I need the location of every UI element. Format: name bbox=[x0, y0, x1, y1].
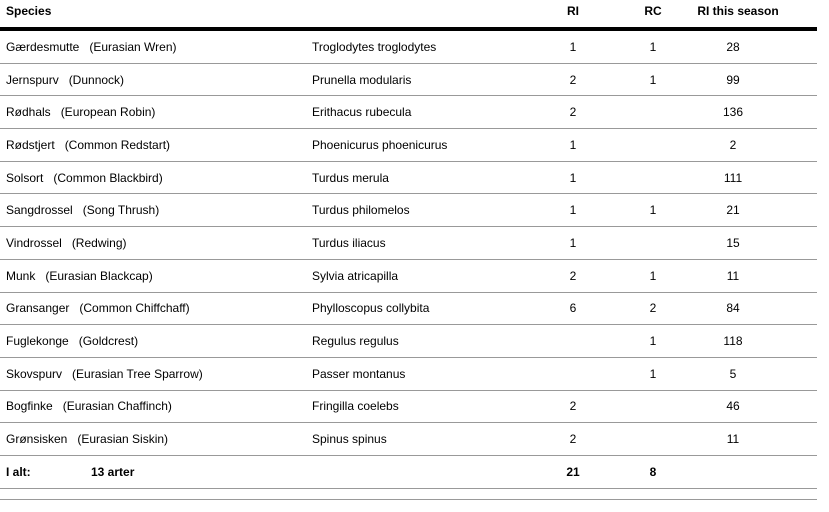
ri-value: 1 bbox=[569, 39, 577, 54]
ri-value: 2 bbox=[569, 105, 577, 120]
rc-value: 1 bbox=[649, 334, 657, 349]
species-latin-name: Fringilla coelebs bbox=[312, 399, 399, 414]
table-body bbox=[0, 31, 817, 456]
ri-season-value: 118 bbox=[723, 334, 743, 349]
species-name bbox=[6, 96, 155, 128]
rc-value bbox=[633, 129, 673, 161]
ri-season-value: 136 bbox=[722, 105, 744, 120]
species-name bbox=[6, 293, 190, 325]
ri-value: 2 bbox=[569, 432, 577, 447]
ri-season-value: 11 bbox=[726, 432, 740, 447]
bottom-divider bbox=[0, 499, 817, 500]
species-latin-name: Sylvia atricapilla bbox=[312, 268, 399, 283]
species-english-name: (Eurasian Chaffinch) bbox=[62, 399, 172, 414]
species-local-name: Bogfinke bbox=[6, 399, 53, 414]
table-row bbox=[0, 391, 817, 424]
species-latin-name: Passer montanus bbox=[312, 366, 406, 381]
totals-ri: 21 bbox=[566, 464, 580, 479]
species-english-name: (Song Thrush) bbox=[82, 203, 160, 218]
ri-season-value: 46 bbox=[726, 399, 740, 414]
table-header bbox=[0, 0, 817, 31]
species-name bbox=[6, 129, 170, 161]
species-english-name: (Eurasian Blackcap) bbox=[45, 268, 153, 283]
table-row bbox=[0, 358, 817, 391]
header-species: Species bbox=[6, 4, 52, 18]
species-name bbox=[6, 194, 159, 226]
table-row bbox=[0, 227, 817, 260]
species-local-name: Grønsisken bbox=[6, 432, 68, 447]
header-ri-season: RI this season bbox=[697, 4, 779, 18]
header-rc: RC bbox=[644, 4, 662, 18]
species-english-name: (Common Chiffchaff) bbox=[79, 301, 190, 316]
rc-value bbox=[633, 423, 673, 455]
table-row bbox=[0, 194, 817, 227]
ri-value: 1 bbox=[569, 137, 577, 152]
rc-value bbox=[633, 96, 673, 128]
species-latin-name: Turdus iliacus bbox=[312, 235, 386, 250]
species-english-name: (Eurasian Tree Sparrow) bbox=[72, 366, 203, 381]
table-row bbox=[0, 162, 817, 195]
rc-value: 2 bbox=[649, 301, 657, 316]
rc-value bbox=[633, 162, 673, 194]
ri-season-value: 11 bbox=[726, 268, 740, 283]
ri-season-value: 28 bbox=[726, 39, 740, 54]
rc-value: 1 bbox=[649, 366, 657, 381]
species-english-name: (Eurasian Siskin) bbox=[77, 432, 169, 447]
table-row bbox=[0, 31, 817, 64]
table-row bbox=[0, 64, 817, 97]
rc-value: 1 bbox=[649, 39, 657, 54]
table-row bbox=[0, 325, 817, 358]
species-name bbox=[6, 325, 138, 357]
species-local-name: Rødhals bbox=[6, 105, 51, 120]
species-name bbox=[6, 31, 177, 63]
totals-row bbox=[0, 456, 817, 489]
species-local-name: Fuglekonge bbox=[6, 334, 69, 349]
totals-rc: 8 bbox=[649, 464, 657, 479]
table-row bbox=[0, 129, 817, 162]
species-english-name: (Goldcrest) bbox=[78, 334, 139, 349]
ri-value: 2 bbox=[569, 399, 577, 414]
species-local-name: Gransanger bbox=[6, 301, 70, 316]
species-local-name: Jernspurv bbox=[6, 72, 59, 87]
ri-value: 6 bbox=[569, 301, 577, 316]
species-latin-name: Phoenicurus phoenicurus bbox=[312, 137, 448, 152]
species-local-name: Gærdesmutte bbox=[6, 39, 80, 54]
species-latin-name: Turdus merula bbox=[312, 170, 389, 185]
table-row bbox=[0, 260, 817, 293]
species-local-name: Sangdrossel bbox=[6, 203, 73, 218]
ri-season-value: 5 bbox=[729, 366, 737, 381]
species-latin-name: Phylloscopus collybita bbox=[312, 301, 430, 316]
species-english-name: (Common Redstart) bbox=[64, 137, 171, 152]
species-name bbox=[6, 227, 127, 259]
ri-value: 2 bbox=[569, 72, 577, 87]
ri-value: 1 bbox=[569, 203, 577, 218]
species-local-name: Skovspurv bbox=[6, 366, 63, 381]
species-local-name: Solsort bbox=[6, 170, 44, 185]
species-local-name: Munk bbox=[6, 268, 36, 283]
ri-season-value: 21 bbox=[726, 203, 740, 218]
table-row bbox=[0, 96, 817, 129]
ri-value: 2 bbox=[569, 268, 577, 283]
species-english-name: (European Robin) bbox=[60, 105, 156, 120]
header-ri: RI bbox=[567, 4, 579, 18]
species-english-name: (Dunnock) bbox=[68, 72, 125, 87]
species-latin-name: Troglodytes troglodytes bbox=[312, 39, 437, 54]
species-english-name: (Redwing) bbox=[71, 235, 127, 250]
species-latin-name: Regulus regulus bbox=[312, 334, 399, 349]
species-name bbox=[6, 162, 163, 194]
species-latin-name: Spinus spinus bbox=[312, 432, 387, 447]
ri-season-value: 84 bbox=[726, 301, 740, 316]
rc-value: 1 bbox=[649, 203, 657, 218]
ri-season-value: 99 bbox=[726, 72, 740, 87]
table-row bbox=[0, 293, 817, 326]
ri-value bbox=[553, 325, 593, 357]
ri-season-value: 15 bbox=[726, 235, 740, 250]
species-english-name: (Eurasian Wren) bbox=[89, 39, 177, 54]
rc-value: 1 bbox=[649, 72, 657, 87]
totals-label: I alt: bbox=[6, 464, 31, 479]
species-latin-name: Turdus philomelos bbox=[312, 203, 410, 218]
ri-value bbox=[553, 358, 593, 390]
species-local-name: Rødstjert bbox=[6, 137, 55, 152]
rc-value: 1 bbox=[649, 268, 657, 283]
species-name bbox=[6, 64, 124, 96]
species-name bbox=[6, 358, 203, 390]
species-local-name: Vindrossel bbox=[6, 235, 62, 250]
species-english-name: (Common Blackbird) bbox=[53, 170, 163, 185]
species-latin-name: Erithacus rubecula bbox=[312, 105, 412, 120]
totals-species-count: 13 arter bbox=[91, 464, 135, 479]
species-name bbox=[6, 423, 168, 455]
rc-value bbox=[633, 227, 673, 259]
species-latin-name: Prunella modularis bbox=[312, 72, 412, 87]
table-row bbox=[0, 423, 817, 456]
species-name bbox=[6, 260, 153, 292]
ri-value: 1 bbox=[569, 235, 577, 250]
ri-season-value: 2 bbox=[729, 137, 737, 152]
ri-season-value: 111 bbox=[723, 170, 743, 185]
ri-value: 1 bbox=[569, 170, 577, 185]
species-name bbox=[6, 391, 172, 423]
rc-value bbox=[633, 391, 673, 423]
